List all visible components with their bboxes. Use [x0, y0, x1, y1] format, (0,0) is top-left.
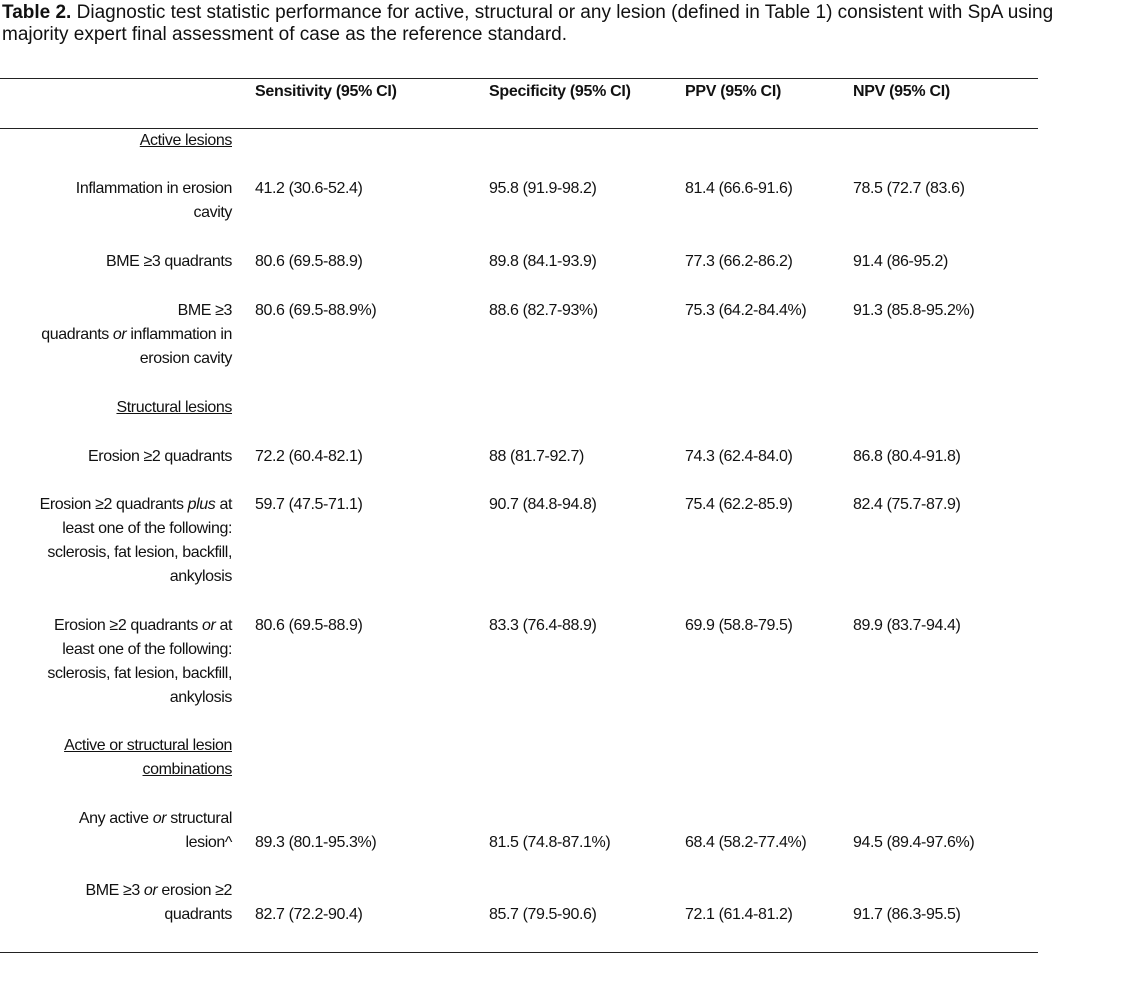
label-segment: plus: [187, 496, 216, 513]
sensitivity-cell: 80.6 (69.5-88.9): [255, 617, 363, 634]
ppv-cell: 75.4 (62.2-85.9): [685, 496, 793, 513]
row-label: [0, 177, 232, 225]
ppv-cell: 72.1 (61.4-81.2): [685, 906, 793, 923]
label-line: [0, 445, 232, 469]
section-heading: [0, 129, 232, 153]
label-segment: Erosion ≥2 quadrants: [53, 617, 202, 634]
label-line: [0, 517, 232, 541]
npv-cell: 91.4 (86-95.2): [853, 253, 948, 270]
label-segment: Active or structural lesion: [64, 737, 232, 754]
sensitivity-cell: 80.6 (69.5-88.9): [255, 253, 363, 270]
ppv-cell: 81.4 (66.6-91.6): [685, 180, 793, 197]
label-segment: erosion cavity: [139, 350, 232, 367]
header-ppv: PPV (95% CI): [685, 83, 781, 100]
sensitivity-cell: 80.6 (69.5-88.9%): [255, 302, 377, 319]
label-segment: at: [215, 496, 232, 513]
row-label: [0, 445, 232, 469]
label-line: [0, 493, 232, 517]
label-line: [0, 201, 232, 225]
label-segment: Inflammation in erosion: [75, 180, 232, 197]
top-rule: [0, 78, 1038, 79]
label-segment: quadrants: [41, 326, 113, 343]
label-segment: or: [143, 882, 158, 899]
row-label: [0, 614, 232, 710]
label-line: [0, 299, 232, 323]
label-segment: quadrants: [164, 906, 232, 923]
label-line: [0, 903, 232, 927]
label-segment: Active lesions: [139, 132, 232, 149]
npv-cell: 91.7 (86.3-95.5): [853, 906, 961, 923]
label-segment: cavity: [193, 204, 232, 221]
npv-cell: 82.4 (75.7-87.9): [853, 496, 961, 513]
npv-cell: 89.9 (83.7-94.4): [853, 617, 961, 634]
label-segment: ankylosis: [169, 568, 232, 585]
label-segment: or: [112, 326, 127, 343]
label-segment: Erosion ≥2 quadrants: [88, 448, 232, 465]
row-label: [0, 493, 232, 589]
ppv-cell: 68.4 (58.2-77.4%): [685, 834, 807, 851]
label-line: [0, 662, 232, 686]
label-line: [0, 734, 232, 758]
sensitivity-cell: 59.7 (47.5-71.1): [255, 496, 363, 513]
label-segment: or: [201, 617, 216, 634]
npv-cell: 91.3 (85.8-95.2%): [853, 302, 975, 319]
label-segment: inflammation in: [126, 326, 232, 343]
label-segment: Erosion ≥2 quadrants: [39, 496, 188, 513]
caption-text: Diagnostic test statistic performance for active, structural or any lesion (defined in Table 1) consistent with SpA using majority expert final assessment of case as the reference standard.: [2, 2, 1054, 45]
label-line: [0, 565, 232, 589]
row-label: [0, 250, 232, 274]
label-line: [0, 614, 232, 638]
label-line: [0, 177, 232, 201]
specificity-cell: 85.7 (79.5-90.6): [489, 906, 597, 923]
label-segment: Structural lesions: [116, 399, 232, 416]
ppv-cell: 74.3 (62.4-84.0): [685, 448, 793, 465]
sensitivity-cell: 41.2 (30.6-52.4): [255, 180, 363, 197]
label-line: [0, 879, 232, 903]
specificity-cell: 83.3 (76.4-88.9): [489, 617, 597, 634]
specificity-cell: 88.6 (82.7-93%): [489, 302, 598, 319]
table-caption: [2, 2, 1122, 46]
ppv-cell: 77.3 (66.2-86.2): [685, 253, 793, 270]
label-line: [0, 807, 232, 831]
label-segment: Any active: [78, 810, 153, 827]
label-segment: BME ≥3 quadrants: [105, 253, 232, 270]
label-segment: ankylosis: [169, 689, 232, 706]
label-line: [0, 323, 232, 347]
ppv-cell: 75.3 (64.2-84.4%): [685, 302, 807, 319]
npv-cell: 78.5 (72.7 (83.6): [853, 180, 965, 197]
section-heading: [0, 734, 232, 782]
row-label: [0, 299, 232, 371]
sensitivity-cell: 89.3 (80.1-95.3%): [255, 834, 377, 851]
label-segment: combinations: [142, 761, 232, 778]
label-line: [0, 129, 232, 153]
label-line: [0, 638, 232, 662]
label-segment: lesion^: [185, 834, 232, 851]
bottom-rule: [0, 952, 1038, 953]
npv-cell: 86.8 (80.4-91.8): [853, 448, 961, 465]
specificity-cell: 81.5 (74.8-87.1%): [489, 834, 611, 851]
label-line: [0, 758, 232, 782]
npv-cell: 94.5 (89.4-97.6%): [853, 834, 975, 851]
label-line: [0, 686, 232, 710]
label-segment: at: [215, 617, 232, 634]
header-specificity: Specificity (95% CI): [489, 83, 631, 100]
row-label: [0, 879, 232, 927]
label-segment: erosion ≥2: [157, 882, 232, 899]
label-segment: structural: [166, 810, 232, 827]
section-heading: [0, 396, 232, 420]
label-segment: BME ≥3: [85, 882, 144, 899]
specificity-cell: 90.7 (84.8-94.8): [489, 496, 597, 513]
sensitivity-cell: 82.7 (72.2-90.4): [255, 906, 363, 923]
label-line: [0, 250, 232, 274]
label-segment: BME ≥3: [177, 302, 232, 319]
row-label: [0, 807, 232, 855]
ppv-cell: 69.9 (58.8-79.5): [685, 617, 793, 634]
label-segment: sclerosis, fat lesion, backfill,: [47, 665, 232, 682]
specificity-cell: 88 (81.7-92.7): [489, 448, 584, 465]
specificity-cell: 95.8 (91.9-98.2): [489, 180, 597, 197]
label-line: [0, 347, 232, 371]
label-segment: sclerosis, fat lesion, backfill,: [47, 544, 232, 561]
label-line: [0, 541, 232, 565]
label-segment: least one of the following:: [62, 641, 232, 658]
sensitivity-cell: 72.2 (60.4-82.1): [255, 448, 363, 465]
label-line: [0, 831, 232, 855]
header-sensitivity: Sensitivity (95% CI): [255, 83, 397, 100]
label-line: [0, 396, 232, 420]
label-segment: least one of the following:: [62, 520, 232, 537]
label-segment: or: [152, 810, 167, 827]
header-npv: NPV (95% CI): [853, 83, 950, 100]
caption-label: Table 2.: [2, 2, 72, 23]
specificity-cell: 89.8 (84.1-93.9): [489, 253, 597, 270]
